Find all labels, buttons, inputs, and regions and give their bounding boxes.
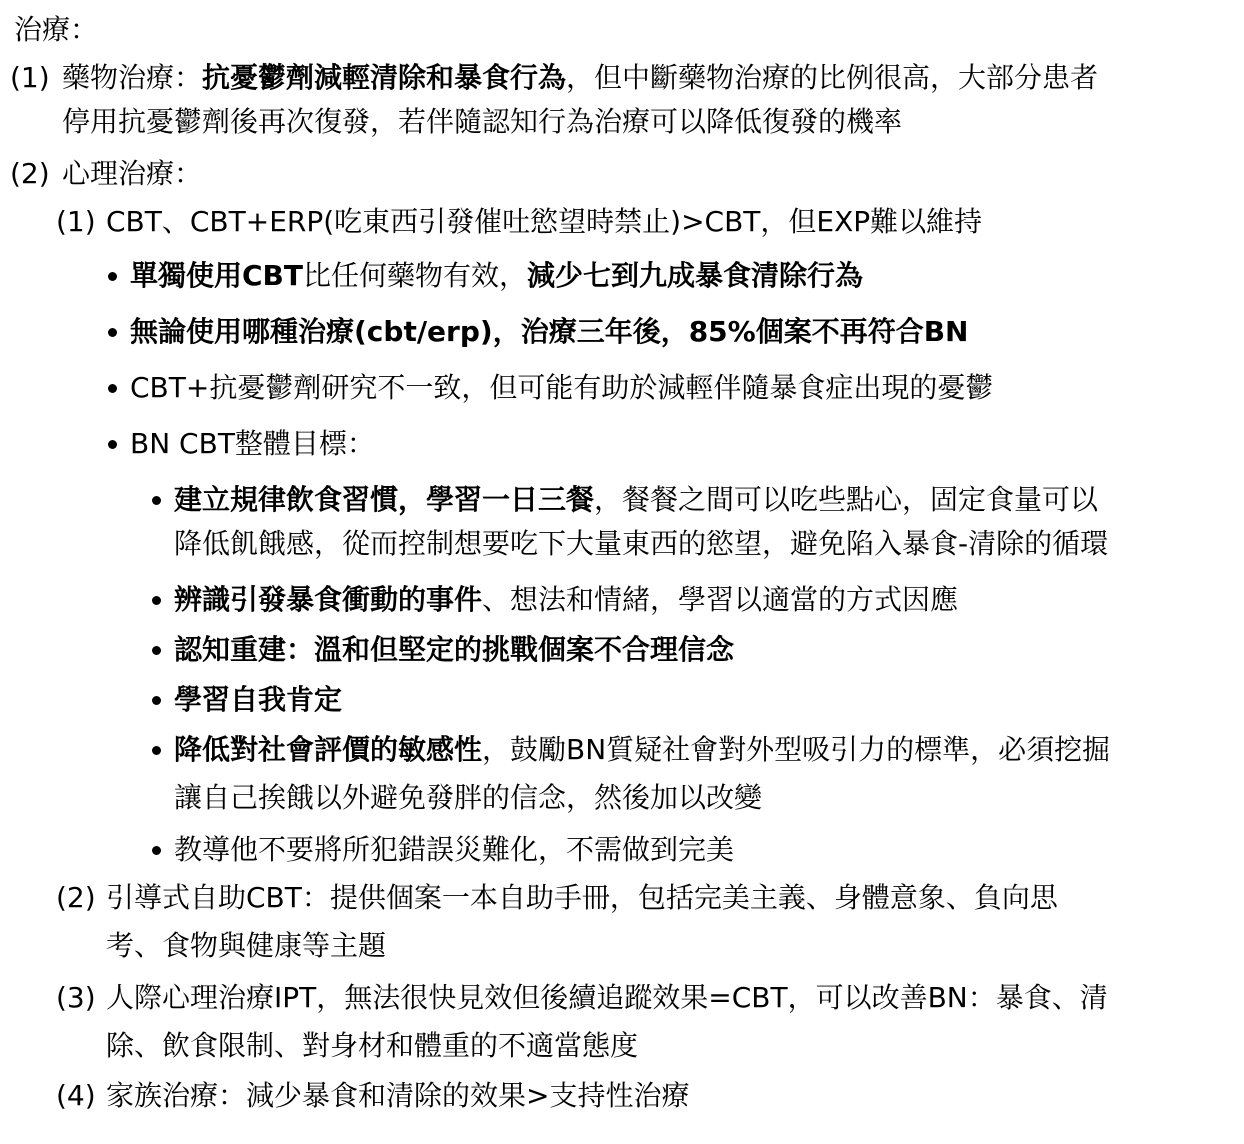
sub-number: (2) — [56, 881, 96, 914]
goal-emphasis: 辨識引發暴食衝動的事件 — [174, 583, 483, 616]
sub2-line-2: 考、食物與健康等主題 — [106, 929, 387, 962]
bullet-dot — [152, 596, 161, 605]
bullet-dot — [108, 328, 117, 337]
goal-5-line-2: 讓自己挨餓以外避免發胖的信念，然後加以改變 — [174, 781, 763, 814]
bullet-emphasis: 減少七到九成暴食清除行為 — [527, 259, 864, 292]
bullet-dot — [152, 846, 161, 855]
bullet-dot — [152, 496, 161, 505]
med-label: 藥物治療： — [62, 61, 203, 94]
goal-emphasis: 降低對社會評價的敏感性 — [174, 733, 483, 766]
goal-2 — [174, 580, 958, 620]
med-emphasis: 抗憂鬱劑減輕清除和暴食行為 — [202, 61, 567, 94]
bullet-emphasis: 單獨使用CBT — [130, 259, 303, 292]
goal-text: ，鼓勵BN質疑社會對外型吸引力的標準，必須挖掘 — [482, 733, 1111, 766]
goal-text: ，餐餐之間可以吃些點心，固定食量可以 — [594, 483, 1099, 516]
med-text: ，但中斷藥物治療的比例很高，大部分患者 — [566, 61, 1099, 94]
goal-text: 、想法和情緒，學習以適當的方式因應 — [482, 583, 959, 616]
goal-3: 認知重建：溫和但堅定的挑戰個案不合理信念 — [174, 633, 735, 666]
goal-5-line-1 — [174, 730, 1110, 770]
sub-number: (3) — [56, 981, 96, 1014]
bullet-dot — [152, 746, 161, 755]
sub1-bullet-2: 無論使用哪種治療(cbt/erp)，治療三年後，85%個案不再符合BN — [130, 315, 969, 348]
goal-6: 教導他不要將所犯錯誤災難化，不需做到完美 — [174, 833, 735, 866]
bullet-dot — [152, 696, 161, 705]
med-line-1 — [62, 58, 1098, 98]
psy-title: 心理治療： — [62, 157, 203, 190]
sub4-text: 家族治療：減少暴食和清除的效果>支持性治療 — [106, 1079, 690, 1112]
sub-number: (1) — [56, 205, 96, 238]
bullet-dot — [108, 440, 117, 449]
sub1-bullet-3: CBT+抗憂鬱劑研究不一致，但可能有助於減輕伴隨暴食症出現的憂鬱 — [130, 371, 994, 404]
item-number: (2) — [10, 157, 50, 190]
med-line-2: 停用抗憂鬱劑後再次復發，若伴隨認知行為治療可以降低復發的機率 — [62, 105, 903, 138]
sub1-bullet-4: BN CBT整體目標： — [130, 427, 375, 460]
item-number: (1) — [10, 61, 50, 94]
goal-1-line-2: 降低飢餓感，從而控制想要吃下大量東西的慾望，避免陷入暴食-清除的循環 — [174, 527, 1109, 560]
goal-emphasis: 建立規律飲食習慣，學習一日三餐 — [174, 483, 595, 516]
section-heading: 治療： — [14, 13, 99, 46]
sub3-line-2: 除、飲食限制、對身材和體重的不適當態度 — [106, 1029, 639, 1062]
sub2-line-1: 引導式自助CBT：提供個案一本自助手冊，包括完美主義、身體意象、負向思 — [106, 881, 1058, 914]
sub1-text: CBT、CBT+ERP(吃東西引發催吐慾望時禁止)>CBT，但EXP難以維持 — [106, 205, 983, 238]
bullet-dot — [108, 272, 117, 281]
sub3-line-1: 人際心理治療IPT，無法很快見效但後續追蹤效果=CBT，可以改善BN：暴食、清 — [106, 981, 1108, 1014]
goal-4: 學習自我肯定 — [174, 683, 343, 716]
bullet-dot — [108, 384, 117, 393]
sub-number: (4) — [56, 1079, 96, 1112]
bullet-dot — [152, 646, 161, 655]
goal-1-line-1 — [174, 480, 1098, 520]
bullet-text: 比任何藥物有效， — [303, 259, 528, 292]
sub1-bullet-1 — [130, 256, 863, 296]
